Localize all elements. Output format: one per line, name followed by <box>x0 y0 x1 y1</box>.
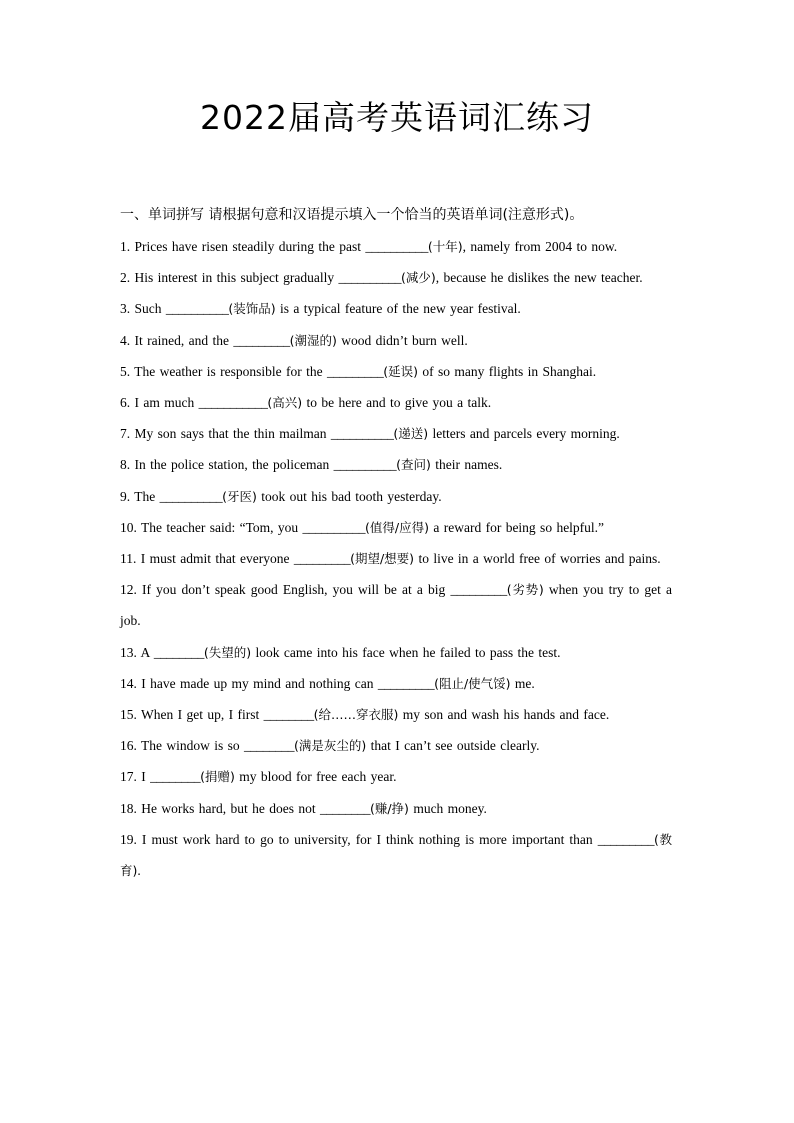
answer-blank[interactable]: __________ <box>165 301 229 317</box>
section-heading: 一、单词拼写 请根据句意和汉语提示填入一个恰当的英语单词(注意形式)。 <box>120 207 584 223</box>
question-list <box>120 231 672 886</box>
question-item <box>120 387 672 418</box>
question-text-before: If you don’t speak good English, you will be at a big <box>142 582 451 598</box>
chinese-hint: (教育) <box>120 831 672 879</box>
answer-blank[interactable]: __________ <box>365 239 428 254</box>
question-item <box>120 418 672 449</box>
question-text-after: my blood for free each year. <box>234 769 397 785</box>
question-text-after: a reward for being so helpful.” <box>428 519 605 535</box>
question-number: 6. <box>120 395 131 411</box>
question-item <box>120 574 672 636</box>
question-number: 9. <box>120 488 131 504</box>
chinese-hint: (高兴) <box>267 395 303 411</box>
chinese-hint: (给……穿衣服) <box>313 707 399 723</box>
question-number: 16. <box>120 738 137 754</box>
question-number: 14. <box>120 675 137 691</box>
chinese-hint: (装饰品) <box>228 301 276 317</box>
question-number: 3. <box>120 301 131 317</box>
question-text-before: A <box>140 644 154 660</box>
answer-blank[interactable]: __________ <box>333 457 397 473</box>
chinese-hint: (牙医) <box>222 488 257 504</box>
question-text-after: my son and wash his hands and face. <box>398 707 610 723</box>
chinese-hint: (查问) <box>396 457 431 473</box>
answer-blank[interactable]: ___________ <box>198 395 268 411</box>
question-text-after: when you try to get a job. <box>120 582 672 629</box>
question-text-before: I must work hard to go to university, for I think nothing is more important than <box>141 831 598 847</box>
question-number: 11. <box>120 551 137 567</box>
chinese-hint: (值得/应得) <box>365 519 429 535</box>
question-item <box>120 637 672 668</box>
question-text-after: much money. <box>408 800 487 816</box>
question-item <box>120 512 672 543</box>
question-text-before: The weather is responsible for the <box>134 363 327 379</box>
question-text-after: me. <box>510 675 535 691</box>
answer-blank[interactable]: ________ <box>244 738 295 754</box>
question-number: 1. <box>120 239 131 254</box>
question-text-before: The teacher said: “Tom, you <box>141 519 303 535</box>
question-text-after: wood didn’t burn well. <box>336 332 468 348</box>
question-text-before: I am much <box>134 395 199 411</box>
question-item <box>120 293 672 324</box>
question-text-after: their names. <box>430 457 503 473</box>
question-item <box>120 449 672 480</box>
question-text-after: to be here and to give you a talk. <box>302 395 492 411</box>
question-number: 10. <box>120 519 137 535</box>
question-number: 2. <box>120 270 131 286</box>
question-item <box>120 231 672 262</box>
question-text-before: In the police station, the policeman <box>134 457 334 473</box>
question-number: 8. <box>120 457 131 473</box>
question-text-after: that I can’t see outside clearly. <box>366 738 540 754</box>
chinese-hint: (十年) <box>427 239 463 254</box>
answer-blank[interactable]: __________ <box>159 488 223 504</box>
question-item <box>120 730 672 761</box>
chinese-hint: (阻止/使气馁) <box>434 675 511 691</box>
question-text-after: is a typical feature of the new year festival. <box>275 301 521 317</box>
answer-blank[interactable]: _________ <box>597 831 654 847</box>
answer-blank[interactable]: _________ <box>377 675 435 691</box>
chinese-hint: (失望的) <box>203 644 252 660</box>
chinese-hint: (赚/挣) <box>369 800 409 816</box>
answer-blank[interactable]: ________ <box>319 800 370 816</box>
question-item <box>120 262 672 293</box>
question-item <box>120 356 672 387</box>
question-text-before: Prices have risen steadily during the past <box>134 239 366 254</box>
question-text-after: , namely from 2004 to now. <box>462 239 618 254</box>
answer-blank[interactable]: __________ <box>338 270 401 286</box>
question-text-before: The window is so <box>141 738 245 754</box>
question-text-before: His interest in this subject gradually <box>134 270 339 286</box>
question-item <box>120 325 672 356</box>
chinese-hint: (延误) <box>383 363 418 379</box>
question-text-before: Such <box>134 301 166 317</box>
question-text-before: The <box>134 488 160 504</box>
question-item <box>120 824 672 886</box>
question-text-before: I have made up my mind and nothing can <box>141 675 378 691</box>
answer-blank[interactable]: _________ <box>293 551 351 567</box>
chinese-hint: (减少) <box>400 270 436 286</box>
question-number: 7. <box>120 426 131 442</box>
question-text-before: I <box>141 769 151 785</box>
answer-blank[interactable]: __________ <box>302 519 366 535</box>
answer-blank[interactable]: _________ <box>326 363 384 379</box>
question-number: 5. <box>120 363 131 379</box>
question-text-after: letters and parcels every morning. <box>428 426 620 442</box>
question-item <box>120 793 672 824</box>
question-text-after: look came into his face when he failed to pass the test. <box>251 644 561 660</box>
answer-blank[interactable]: _________ <box>450 582 507 598</box>
question-number: 17. <box>120 769 137 785</box>
question-item <box>120 481 672 512</box>
chinese-hint: (捐赠) <box>200 769 235 785</box>
question-number: 13. <box>120 644 137 660</box>
question-text-before: My son says that the thin mailman <box>134 426 331 442</box>
question-text-before: He works hard, but he does not <box>141 800 320 816</box>
chinese-hint: (期望/想要) <box>350 551 415 567</box>
answer-blank[interactable]: __________ <box>330 426 394 442</box>
answer-blank[interactable]: ________ <box>150 769 201 785</box>
question-number: 15. <box>120 707 137 723</box>
question-text-before: When I get up, I first <box>141 707 264 723</box>
question-number: 4. <box>120 332 131 348</box>
question-number: 19. <box>120 831 137 847</box>
question-number: 12. <box>120 582 137 598</box>
chinese-hint: (劣势) <box>506 582 544 598</box>
chinese-hint: (潮湿的) <box>289 332 337 348</box>
answer-blank[interactable]: ________ <box>153 644 204 660</box>
question-text-after: took out his bad tooth yesterday. <box>256 488 442 504</box>
question-text-before: I must admit that everyone <box>140 551 294 567</box>
question-item <box>120 668 672 699</box>
question-text-after: . <box>137 863 141 879</box>
question-item <box>120 543 672 574</box>
question-item <box>120 761 672 792</box>
answer-blank[interactable]: _________ <box>233 332 290 348</box>
question-text-before: It rained, and the <box>134 332 234 348</box>
question-text-after: , because he dislikes the new teacher. <box>435 270 643 286</box>
page-title: 2022届高考英语词汇练习 <box>200 98 594 137</box>
answer-blank[interactable]: ________ <box>263 707 314 723</box>
question-number: 18. <box>120 800 137 816</box>
chinese-hint: (满是灰尘的) <box>294 738 367 754</box>
question-item <box>120 699 672 730</box>
question-text-after: to live in a world free of worries and pains. <box>414 551 661 567</box>
chinese-hint: (递送) <box>393 426 429 442</box>
question-text-after: of so many flights in Shanghai. <box>417 363 597 379</box>
